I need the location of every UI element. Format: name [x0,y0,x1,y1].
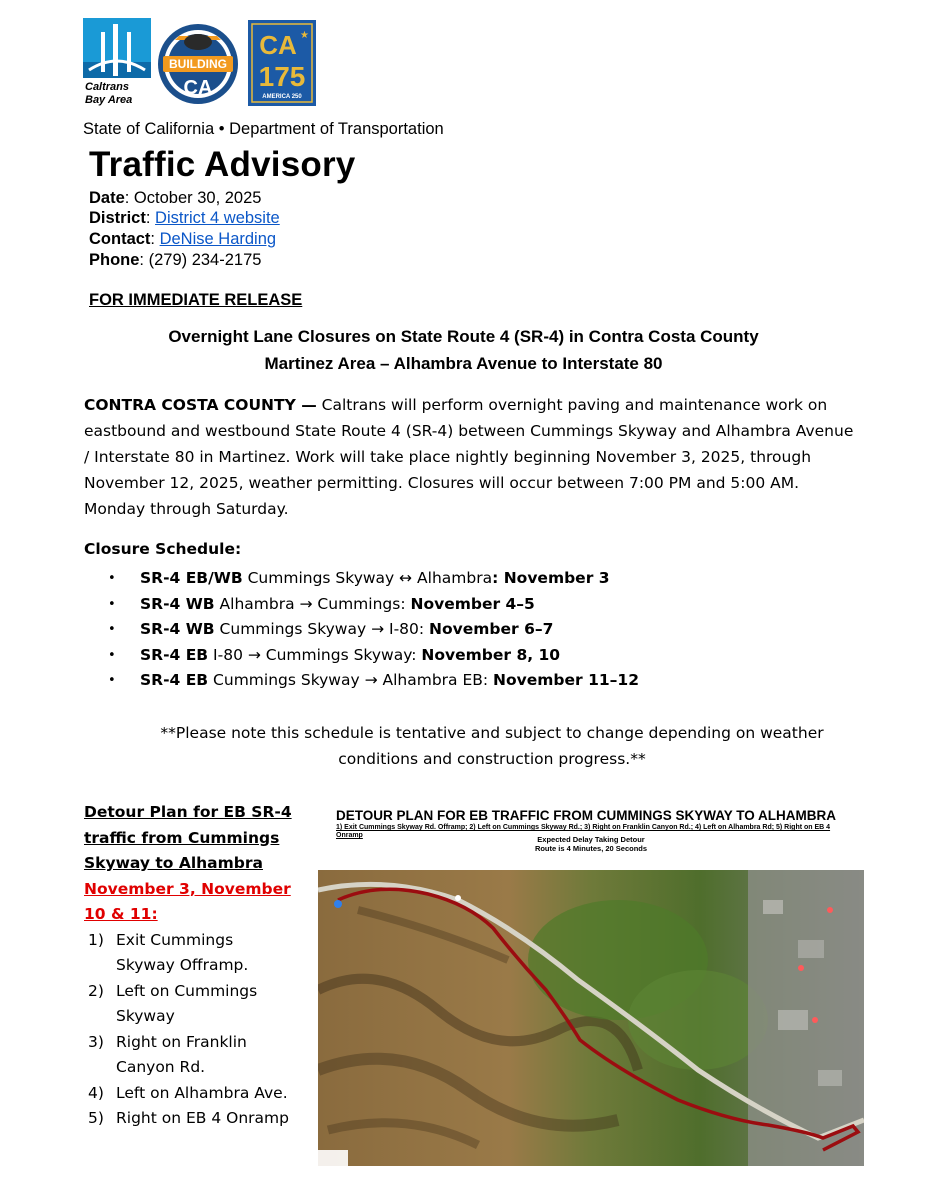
caltrans-bay-area-logo [83,18,151,106]
page-title: Traffic Advisory [89,145,356,184]
map-delay: Expected Delay Taking Detour Route is 4 Minutes, 20 Seconds [534,835,648,853]
closure-schedule-list [104,566,639,694]
contact-line: Contact: DeNise Harding [89,230,277,248]
bullet-icon: • [108,571,116,586]
bullet-icon: • [108,673,116,688]
detour-dates: November 3, November 10 & 11: [84,879,291,923]
headline-line-2: Martinez Area – Alhambra Avenue to Interstate 80 [264,354,663,373]
list-item: • SR-4 EB I-80 → Cummings Skyway: November 8, 10 [104,643,639,669]
bullet-icon: • [108,622,116,637]
list-item: 2) Left on Cummings Skyway [88,981,258,1025]
agency-name: State of California • Department of Transportation [83,120,444,138]
svg-text:BUILDING: BUILDING [169,57,227,71]
schedule-note: **Please note this schedule is tentative and subject to change depending on weather conditions and construction progress.** [160,724,824,768]
district-line: District: District 4 website [89,209,280,227]
detour-map [318,870,864,1166]
district-4-website-link[interactable]: District 4 website [155,209,280,227]
svg-text:Bay Area: Bay Area [85,94,133,106]
map-steps: 1) Exit Cummings Skyway Rd. Offramp; 2) Left on Cummings Skyway Rd.; 3) Right on Franklin Canyon Rd.; 4) Left on Alhambra Rd; 5) Right on EB 4 Onramp [336,824,831,839]
list-item: 4) Left on Alhambra Ave. [88,1083,288,1102]
dateline: CONTRA COSTA COUNTY — [84,396,317,414]
list-item: • SR-4 WB Alhambra → Cummings: November 4–5 [104,592,639,618]
bullet-icon: • [108,647,116,663]
building-ca-logo [157,14,239,108]
list-item: • SR-4 WB Cummings Skyway → I-80: November 6–7 [104,617,639,643]
svg-text:CA: CA [183,77,213,99]
svg-text:★: ★ [300,30,309,41]
svg-text:Caltrans: Caltrans [85,81,130,93]
bullet-icon: • [108,596,116,612]
closure-schedule-heading: Closure Schedule: [84,540,242,558]
detour-heading: Detour Plan for EB SR-4 traffic from Cummings Skyway to Alhambra [84,803,292,872]
detour-plan-section [84,800,294,1132]
detour-steps [84,928,294,1132]
ca-175-logo [248,20,316,106]
phone-line: Phone: (279) 234-2175 [89,251,262,269]
list-item: • SR-4 EB/WB Cummings Skyway ↔ Alhambra: November 3 [104,566,639,592]
list-item: • SR-4 EB Cummings Skyway → Alhambra EB: November 11–12 [104,668,639,694]
svg-text:CA: CA [259,30,297,60]
map-title: DETOUR PLAN FOR EB TRAFFIC FROM CUMMINGS SKYWAY TO ALHAMBRA [336,808,837,823]
contact-link[interactable]: DeNise Harding [159,230,277,248]
date-line: Date: October 30, 2025 [89,189,262,207]
release-label: FOR IMMEDIATE RELEASE [89,291,303,309]
list-item: 3) Right on Franklin Canyon Rd. [88,1032,247,1076]
svg-text:AMERICA 250: AMERICA 250 [262,94,302,100]
list-item: 5) Right on EB 4 Onramp [88,1109,289,1127]
headline-line-1: Overnight Lane Closures on State Route 4 (SR-4) in Contra Costa County [168,327,759,346]
svg-text:175: 175 [258,61,306,92]
body-paragraph: CONTRA COSTA COUNTY — Caltrans will perform overnight paving and maintenance work on eastbound and westbound State Route 4 (SR-4) between Cummings Skyway and Alhambra Avenue / Interstate 80 in Martinez. Work will take place nightly beginning November 3, 2025, through November 12, 2025, weather permitting. Closures will occur between 7:00 PM and 5:00 AM. Monday through Saturday. [84,396,854,518]
list-item: 1) Exit Cummings Skyway Offramp. [88,930,249,974]
